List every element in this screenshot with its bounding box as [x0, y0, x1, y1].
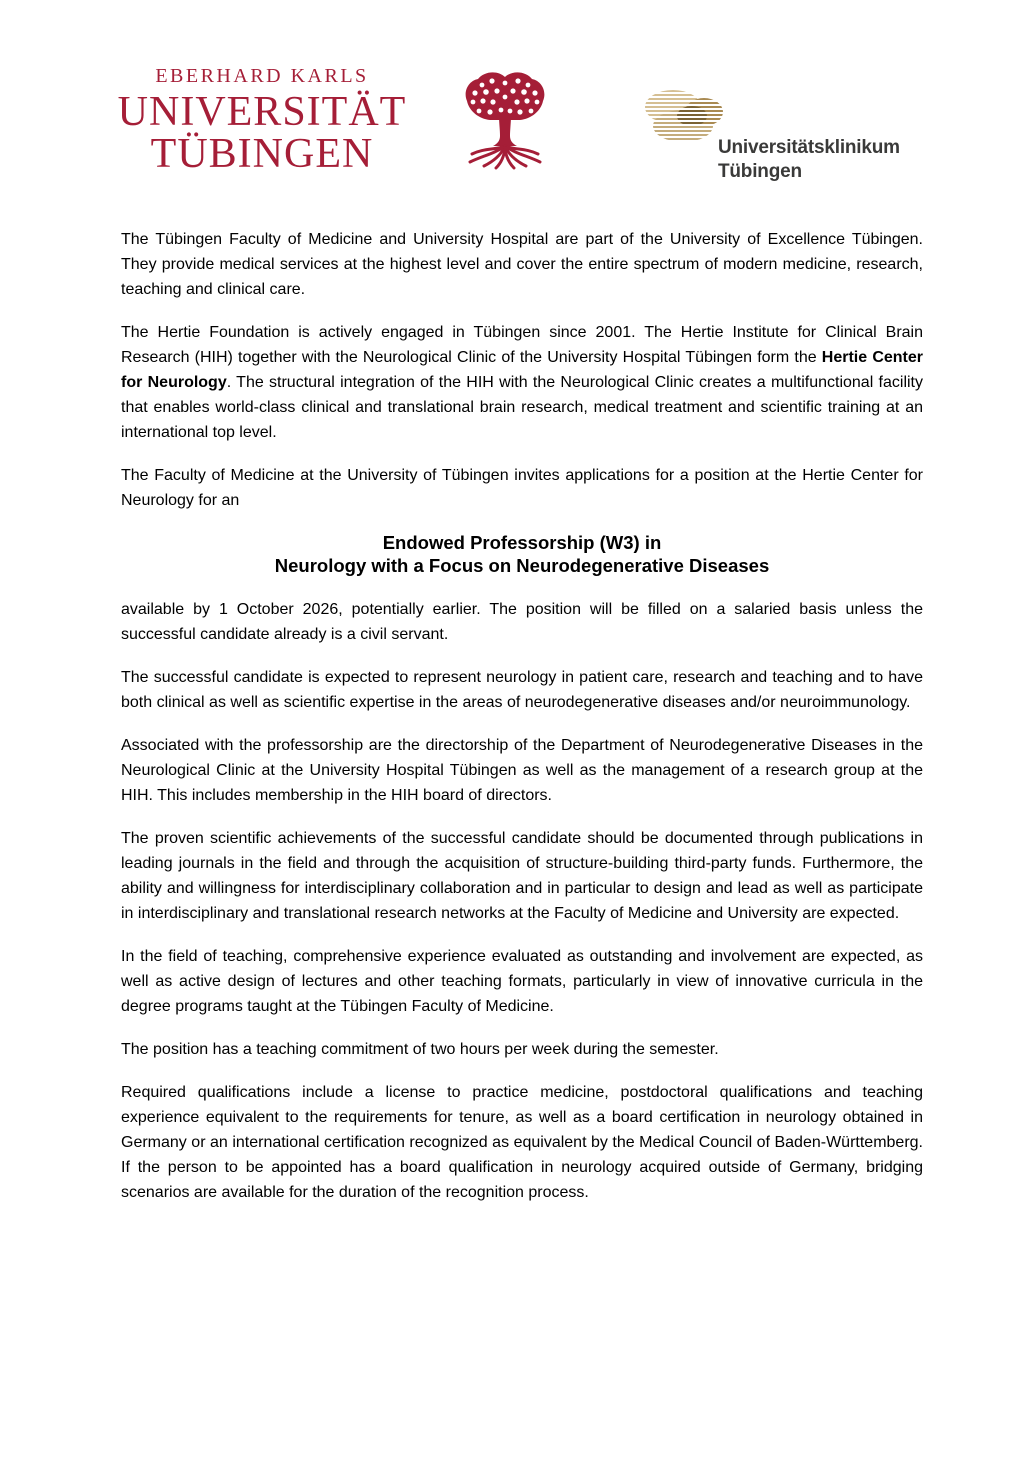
paragraph-6	[121, 665, 923, 715]
text-run: available by 1 October 2026, potentially earlier. The position will be filled on a salaried basis unless the successful candidate already is a civil servant.	[121, 601, 923, 643]
text-run: The Tübingen Faculty of Medicine and University Hospital are part of the University of Excellence Tübingen. They provide medical services at the highest level and cover the entire spectrum of modern medicine, research, teaching and clinical care.	[121, 231, 923, 298]
university-hospital-logo-line2: Tübingen	[718, 161, 802, 182]
paragraph-7	[121, 733, 923, 808]
position-title-line-1: Endowed Professorship (W3) in	[382, 532, 662, 553]
text-run: The proven scientific achievements of the successful candidate should be documented through publications in leading journals in the field and through the acquisition of structure-building third-party funds. Furthermore, the ability and willingness for interdisciplinary collaboration and in particular to design and lead as well as participate in interdisciplinary and translational research networks at the Faculty of Medicine and University are expected.	[121, 830, 923, 922]
university-logo-line-universitaet: UNIVERSITÄT	[117, 89, 407, 135]
university-logo-line-eberhard-karls: EBERHARD KARLS	[155, 65, 369, 87]
paragraph-1	[121, 227, 923, 302]
paragraph-5	[121, 597, 923, 647]
university-hospital-logo	[645, 90, 915, 190]
text-run: The Hertie Foundation is actively engaged in Tübingen since 2001. The Hertie Institute for Clinical Brain Research (HIH) together with the Neurological Clinic of the University Hospital Tübingen form the	[121, 324, 923, 366]
text-run: In the field of teaching, comprehensive experience evaluated as outstanding and involvement are expected, as well as active design of lectures and other teaching formats, particularly in view of innovative curricula in the degree programs taught at the Tübingen Faculty of Medicine.	[121, 948, 923, 1015]
text-run: The position has a teaching commitment of two hours per week during the semester.	[121, 1041, 719, 1058]
text-run: Associated with the professorship are the directorship of the Department of Neurodegenerative Diseases in the Neurological Clinic at the University Hospital Tübingen as well as the management of a research group at the HIH. This includes membership in the HIH board of directors.	[121, 737, 923, 804]
university-logo-line-tuebingen: TÜBINGEN	[150, 131, 374, 177]
text-run: Required qualifications include a license to practice medicine, postdoctoral qualifications and teaching experience equivalent to the requirements for tenure, as well as a board certification in neurology obtained in Germany or an international certification recognized as equivalent by the Medical Council of Baden-Württemberg. If the person to be appointed has a board qualification in neurology acquired outside of Germany, bridging scenarios are available for the duration of the recognition process.	[121, 1084, 923, 1201]
paragraph-8	[121, 826, 923, 926]
position-title-heading	[121, 531, 923, 577]
university-logo	[110, 64, 414, 175]
text-run: . The structural integration of the HIH with the Neurological Clinic creates a multifunctional facility that enables world-class clinical and translational brain research, medical treatment and scientific training at an international top level.	[121, 374, 923, 441]
paragraph-9	[121, 944, 923, 1019]
position-title-line-2: Neurology with a Focus on Neurodegenerative Diseases	[274, 555, 770, 576]
document-body	[121, 227, 923, 1223]
paragraph-10	[121, 1037, 923, 1062]
university-hospital-stripes-icon	[645, 90, 725, 146]
paragraph-2	[121, 320, 923, 445]
text-run: The successful candidate is expected to represent neurology in patient care, research and teaching and to have both clinical as well as scientific expertise in the areas of neurodegenerative diseases and/or neuroimmunology.	[121, 669, 923, 711]
university-hospital-logo-line1: Universitätsklinikum	[718, 137, 900, 158]
paragraph-3	[121, 463, 923, 513]
tuebingen-tree-icon	[460, 70, 550, 170]
text-run: The Faculty of Medicine at the University of Tübingen invites applications for a position at the Hertie Center for Neurology for an	[121, 467, 923, 509]
university-hospital-logo-text	[718, 136, 900, 184]
bold-text-run: Hertie Center for Neurology	[121, 349, 923, 391]
paragraph-11	[121, 1080, 923, 1205]
